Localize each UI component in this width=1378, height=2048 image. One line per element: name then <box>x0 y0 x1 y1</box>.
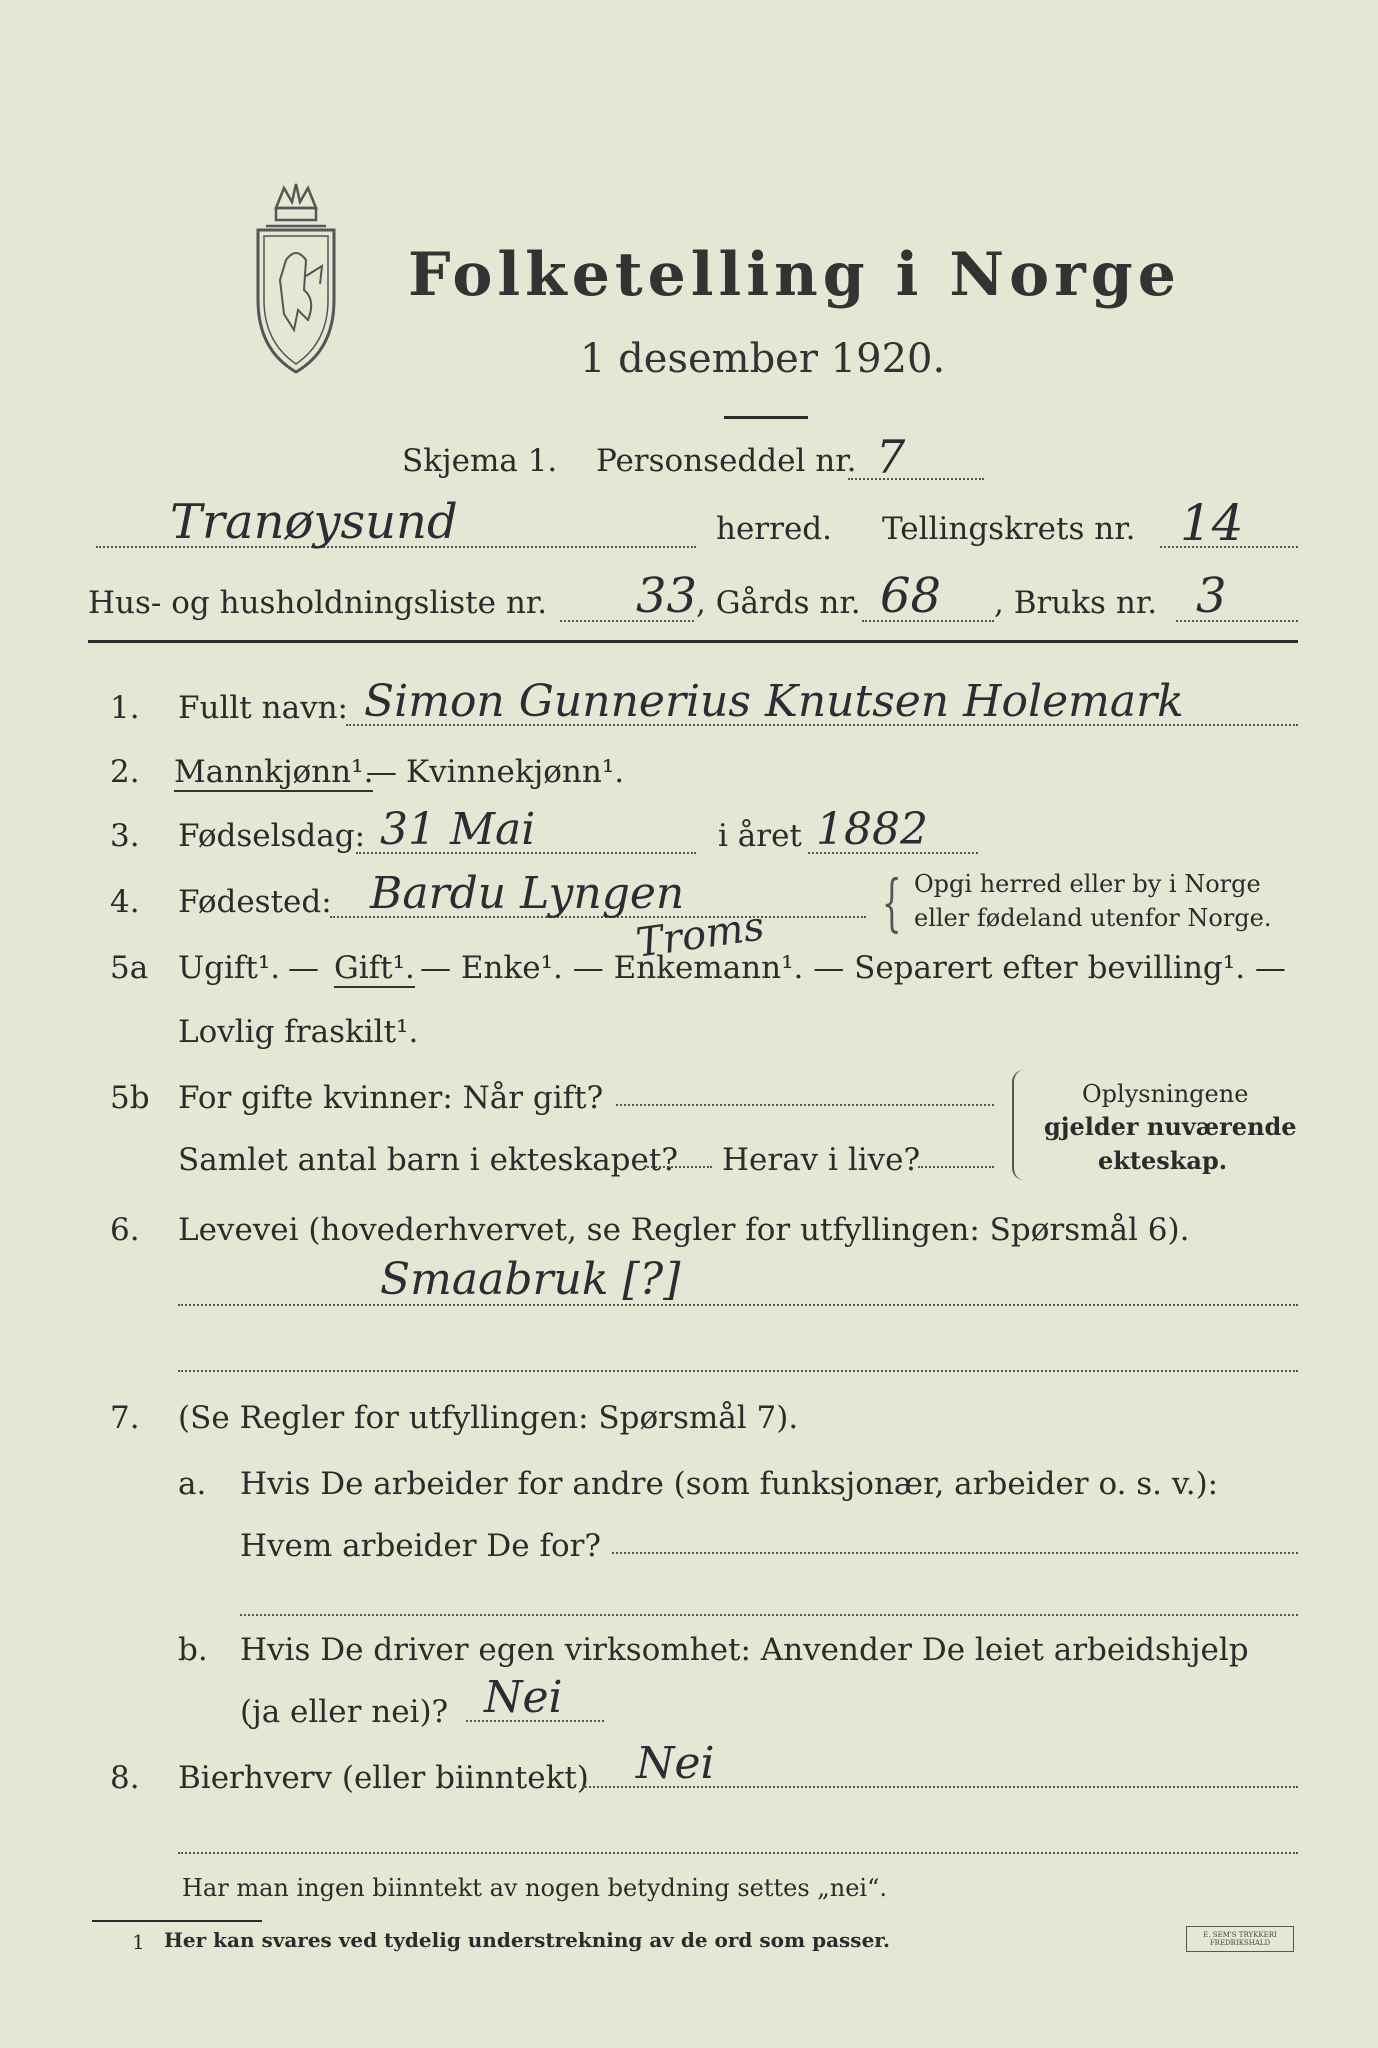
q8-line-extra <box>178 1852 1298 1854</box>
q1-label: Fullt navn: <box>178 690 348 726</box>
footnote-text: Her kan svares ved tydelig understrekning av de ord som passer. <box>164 1928 890 1952</box>
q3-year-label: i året <box>718 818 802 854</box>
q7a-line <box>612 1552 1298 1554</box>
q3-label: Fødselsdag: <box>178 818 366 854</box>
q4-value-2: Troms <box>633 903 767 967</box>
q3-number: 3. <box>110 818 140 854</box>
q5b-when-line <box>616 1104 994 1106</box>
personseddel-value: 7 <box>876 430 906 484</box>
q2-female: Kvinnekjønn¹. <box>406 754 625 790</box>
q7b-line2: (ja eller nei)? <box>240 1694 449 1730</box>
q1-value: Simon Gunnerius Knutsen Holemark <box>364 676 1184 727</box>
q2-male: Mannkjønn¹. <box>174 754 374 790</box>
hus-label: Hus- og husholdningsliste nr. <box>88 585 548 621</box>
tellingskrets-label: Tellingskrets nr. <box>882 511 1136 547</box>
q7b-line1: Hvis De driver egen virksomhet: Anvender De leiet arbeidshjelp <box>240 1632 1249 1668</box>
q6-label: Levevei (hovederhvervet, se Regler for utfyllingen: Spørsmål 6). <box>178 1212 1190 1248</box>
q6-value: Smaabruk [?] <box>380 1254 681 1305</box>
q5b-line2b: Herav i live? <box>722 1142 921 1178</box>
q4-value: Bardu Lyngen <box>370 868 685 919</box>
personseddel-line <box>848 478 984 480</box>
q6-line-1 <box>178 1304 1298 1306</box>
q1-number: 1. <box>110 690 140 726</box>
q5b-alive-line <box>918 1166 994 1168</box>
footnote-number: 1 <box>132 1930 145 1954</box>
q2-number: 2. <box>110 754 140 790</box>
hus-value: 33 <box>636 568 698 624</box>
q5a-rest: — Enke¹. — Enkemann¹. — Separert efter bevilling¹. — <box>420 950 1286 986</box>
herred-value: Tranøysund <box>170 494 458 550</box>
q7a-line1: Hvis De arbeider for andre (som funksjonær, arbeider o. s. v.): <box>240 1466 1219 1502</box>
q7b-value: Nei <box>484 1672 563 1723</box>
q2-separator: — <box>366 754 397 790</box>
q5b-number: 5b <box>110 1080 150 1116</box>
q8-label: Bierhverv (eller biinntekt) <box>178 1760 589 1796</box>
q5b-note-2: gjelder nuværende <box>1044 1112 1297 1141</box>
q5b-note-3: ekteskap. <box>1098 1146 1228 1175</box>
q4-number: 4. <box>110 884 140 920</box>
q7a-line2: Hvem arbeider De for? <box>240 1528 602 1564</box>
q5b-brace <box>1012 1070 1026 1180</box>
q4-note-2: eller fødeland utenfor Norge. <box>914 904 1272 932</box>
herred-label: herred. <box>716 511 832 547</box>
bruks-line <box>1176 620 1298 622</box>
q3-day-value: 31 Mai <box>380 804 536 855</box>
bruks-value: 3 <box>1196 568 1227 624</box>
q7b-letter: b. <box>178 1632 208 1668</box>
q4-note-1: Opgi herred eller by i Norge <box>914 870 1261 898</box>
q7a-letter: a. <box>178 1466 207 1502</box>
q8-number: 8. <box>110 1760 140 1796</box>
q5a-line2: Lovlig fraskilt¹. <box>178 1014 419 1050</box>
q5a-dash: — <box>288 950 319 986</box>
q5a-number: 5a <box>110 950 149 986</box>
q6-line-2 <box>178 1370 1298 1372</box>
q7-label: (Se Regler for utfyllingen: Spørsmål 7). <box>178 1400 799 1436</box>
q5a-ugift: Ugift¹. <box>178 950 281 986</box>
footer-divider <box>92 1920 262 1922</box>
q5a-gift: Gift¹. <box>334 950 415 986</box>
bruks-label: , Bruks nr. <box>994 585 1158 621</box>
printer-mark: E. SEM'S TRYKKERI FREDRIKSHALD <box>1203 1931 1277 1947</box>
q5b-line2a: Samlet antal barn i ekteskapet? <box>178 1142 678 1178</box>
q7-number: 7. <box>110 1400 140 1436</box>
tellingskrets-value: 14 <box>1180 494 1244 552</box>
q5b-note-1: Oplysningene <box>1082 1080 1249 1108</box>
title-divider <box>724 416 808 419</box>
schema-label: Skjema 1. <box>402 443 558 479</box>
q7a-line-extra <box>240 1614 1298 1616</box>
coat-of-arms-icon <box>236 180 356 380</box>
q5b-line1: For gifte kvinner: Når gift? <box>178 1080 604 1116</box>
q8-value: Nei <box>636 1738 715 1789</box>
form-title: Folketelling i Norge <box>408 240 1181 310</box>
header-divider <box>88 640 1298 643</box>
q3-year-value: 1882 <box>816 804 928 855</box>
gards-label: , Gårds nr. <box>696 585 861 621</box>
personseddel-label: Personseddel nr. <box>596 443 857 479</box>
q4-label: Fødested: <box>178 884 332 920</box>
q4-brace: { <box>881 866 902 939</box>
q6-number: 6. <box>110 1212 140 1248</box>
q5b-children-line <box>644 1166 712 1168</box>
printer-stamp <box>1186 1926 1294 1952</box>
gards-value: 68 <box>880 568 942 624</box>
footer-note: Har man ingen biinntekt av nogen betydning settes „nei“. <box>182 1874 887 1902</box>
census-date: 1 desember 1920. <box>580 336 946 382</box>
